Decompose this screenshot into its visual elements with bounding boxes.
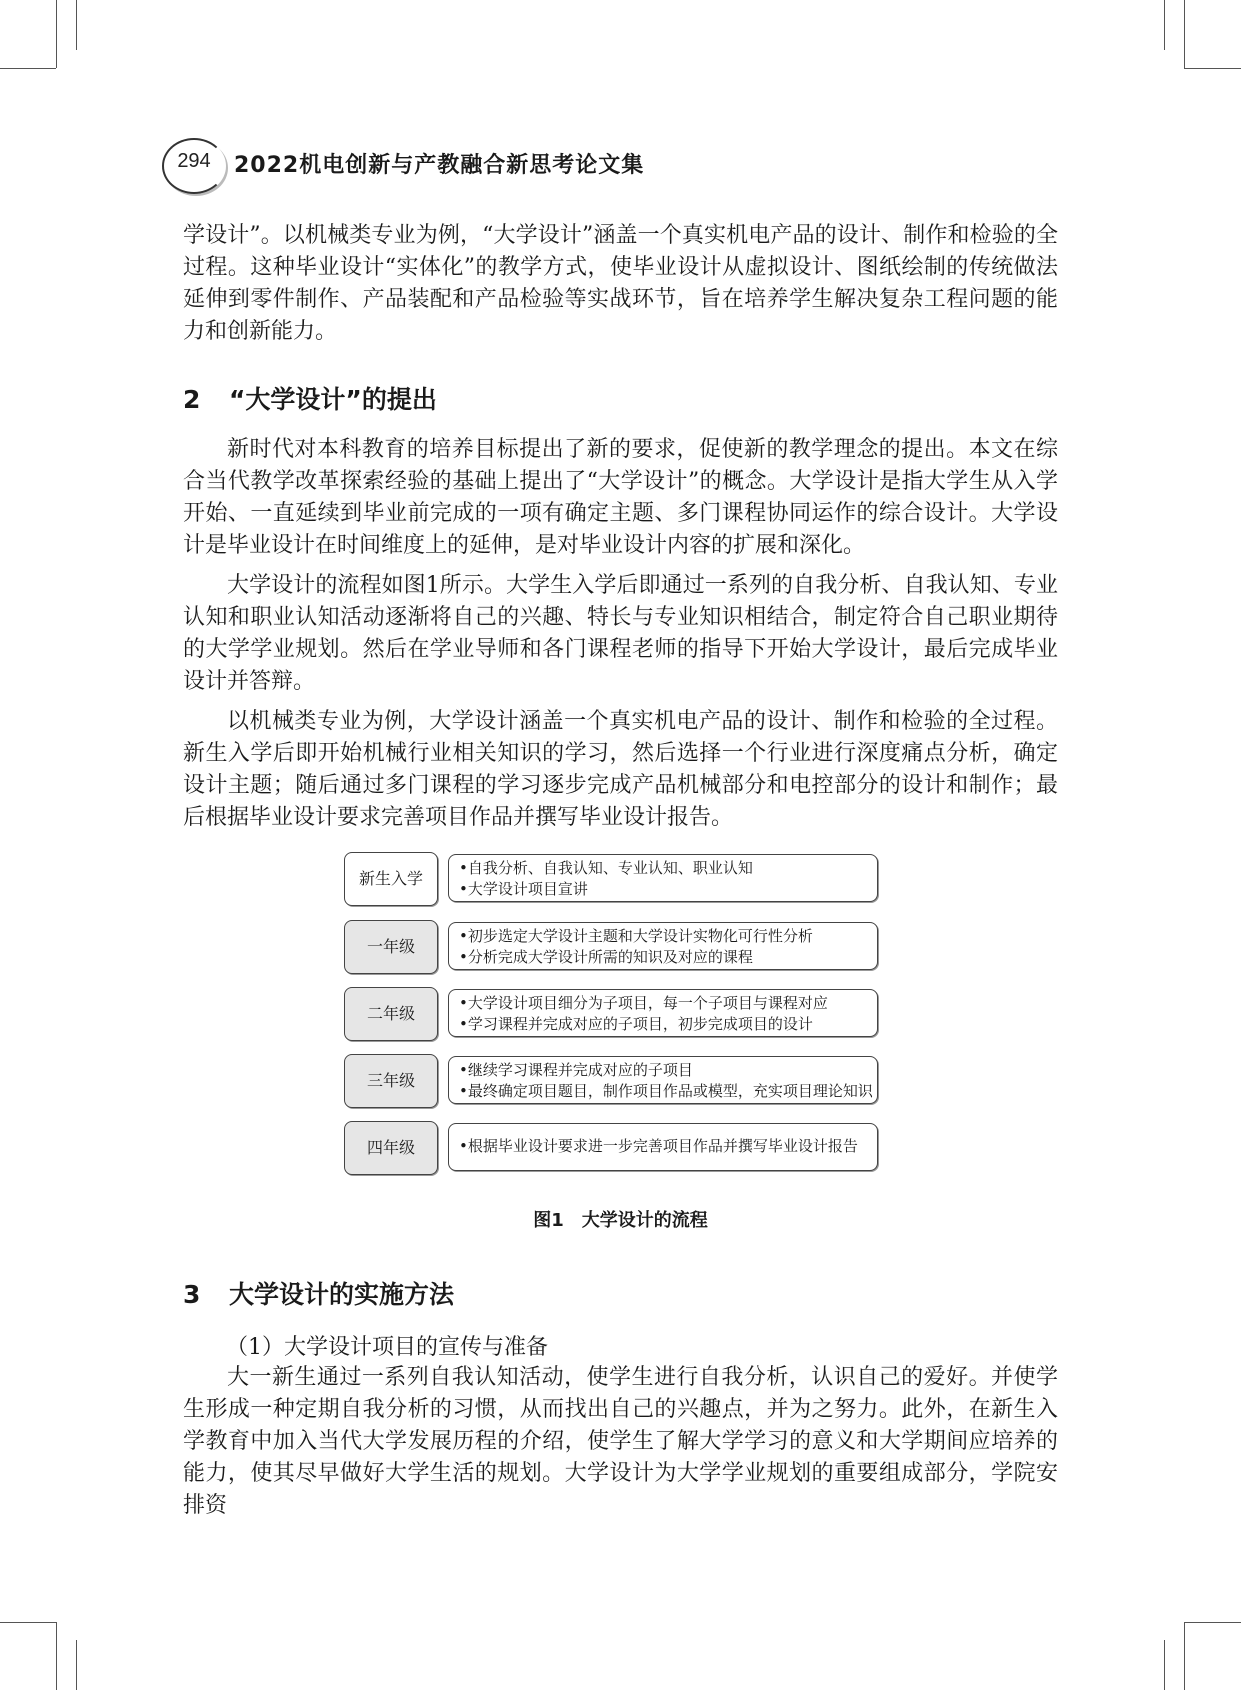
flow-item: •继续学习课程并完成对应的子项目: [459, 1061, 693, 1079]
crop-mark: [1184, 68, 1241, 69]
subsection-heading: （1）大学设计项目的宣传与准备: [226, 1335, 548, 1360]
section-title: 大学设计的实施方法: [229, 1280, 455, 1309]
crop-mark: [1184, 1622, 1241, 1623]
crop-mark: [1184, 0, 1185, 68]
section-2-paragraph-1: 新时代对本科教育的培养目标提出了新的要求，促使新的教学理念的提出。本文在综合当代教学改革探索经验的基础上提出了“大学设计”的概念。大学设计是指大学生从入学开始、一直延续到毕业前完成的一项有确定主题、多门课程协同运作的综合设计。大学设计是毕业设计在时间维度上的延伸，是对毕业设计内容的扩展和深化。: [183, 437, 1058, 558]
running-header: [162, 138, 1062, 192]
flow-stage-label: 一年级: [344, 920, 438, 974]
flow-row: [344, 852, 894, 908]
section-2-paragraph-2: 大学设计的流程如图1所示。大学生入学后即通过一系列的自我分析、自我认知、专业认知和职业认知活动逐渐将自己的兴趣、特长与专业知识相结合，制定符合自己职业期待的大学学业规划。然后在学业导师和各门课程老师的指导下开始大学设计，最后完成毕业设计并答辩。: [183, 573, 1058, 694]
section-2-paragraph-3: 以机械类专业为例，大学设计涵盖一个真实机电产品的设计、制作和检验的全过程。新生入学后即开始机械行业相关知识的学习，然后选择一个行业进行深度痛点分析，确定设计主题；随后通过多门课程的学习逐步完成产品机械部分和电控部分的设计和制作；最后根据毕业设计要求完善项目作品并撰写毕业设计报告。: [183, 709, 1058, 830]
flow-row: [344, 987, 894, 1043]
section-title: “大学设计”的提出: [229, 385, 437, 414]
flow-item: •根据毕业设计要求进一步完善项目作品并撰写毕业设计报告: [459, 1137, 858, 1155]
flow-stage-label: 三年级: [344, 1054, 438, 1108]
section-number: 2: [183, 385, 201, 414]
flow-stage-label: 四年级: [344, 1121, 438, 1175]
crop-mark: [1164, 0, 1165, 50]
flow-stage-label: 新生入学: [344, 852, 438, 906]
flow-item: •大学设计项目细分为子项目，每一个子项目与课程对应: [459, 994, 828, 1012]
flow-stage-content: [448, 922, 878, 970]
flow-item: •最终确定项目题目，制作项目作品或模型，充实项目理论知识: [459, 1082, 873, 1100]
flow-item: •分析完成大学设计所需的知识及对应的课程: [459, 948, 753, 966]
flow-item: •初步选定大学设计主题和大学设计实物化可行性分析: [459, 927, 813, 945]
flow-row: [344, 1121, 894, 1177]
crop-mark: [0, 1622, 56, 1623]
crop-mark: [56, 0, 57, 68]
book-title: 2022机电创新与产教融合新思考论文集: [234, 153, 645, 178]
page-number: 294: [177, 150, 211, 172]
crop-mark: [76, 0, 77, 50]
flow-stage-label: 二年级: [344, 987, 438, 1041]
crop-mark: [76, 1640, 77, 1690]
flow-stage-content: [448, 1123, 878, 1171]
crop-mark: [1164, 1640, 1165, 1690]
section-3-heading: [183, 1275, 454, 1311]
section-number: 3: [183, 1280, 201, 1309]
crop-mark: [0, 68, 56, 69]
crop-mark: [1184, 1622, 1185, 1690]
flow-stage-content: [448, 1056, 878, 1104]
flow-stage-content: [448, 989, 878, 1037]
flow-stage-content: [448, 854, 878, 902]
flow-row: [344, 920, 894, 976]
figure-caption: 图1 大学设计的流程: [533, 1210, 708, 1231]
flow-item: •大学设计项目宣讲: [459, 880, 588, 898]
flow-item: •自我分析、自我认知、专业认知、职业认知: [459, 859, 753, 877]
flow-row: [344, 1054, 894, 1110]
section-3-paragraph: 大一新生通过一系列自我认知活动，使学生进行自我分析，认识自己的爱好。并使学生形成一种定期自我分析的习惯，从而找出自己的兴趣点，并为之努力。此外，在新生入学教育中加入当代大学发展历程的介绍，使学生了解大学学习的意义和大学期间应培养的能力，使其尽早做好大学生活的规划。大学设计为大学学业规划的重要组成部分，学院安排资: [183, 1365, 1058, 1518]
crop-mark: [56, 1622, 57, 1690]
flow-item: •学习课程并完成对应的子项目，初步完成项目的设计: [459, 1015, 813, 1033]
intro-paragraph: 学设计”。以机械类专业为例，“大学设计”涵盖一个真实机电产品的设计、制作和检验的全过程。这种毕业设计“实体化”的教学方式，使毕业设计从虚拟设计、图纸绘制的传统做法延伸到零件制作、产品装配和产品检验等实战环节，旨在培养学生解决复杂工程问题的能力和创新能力。: [183, 223, 1058, 344]
section-2-heading: [183, 380, 437, 416]
